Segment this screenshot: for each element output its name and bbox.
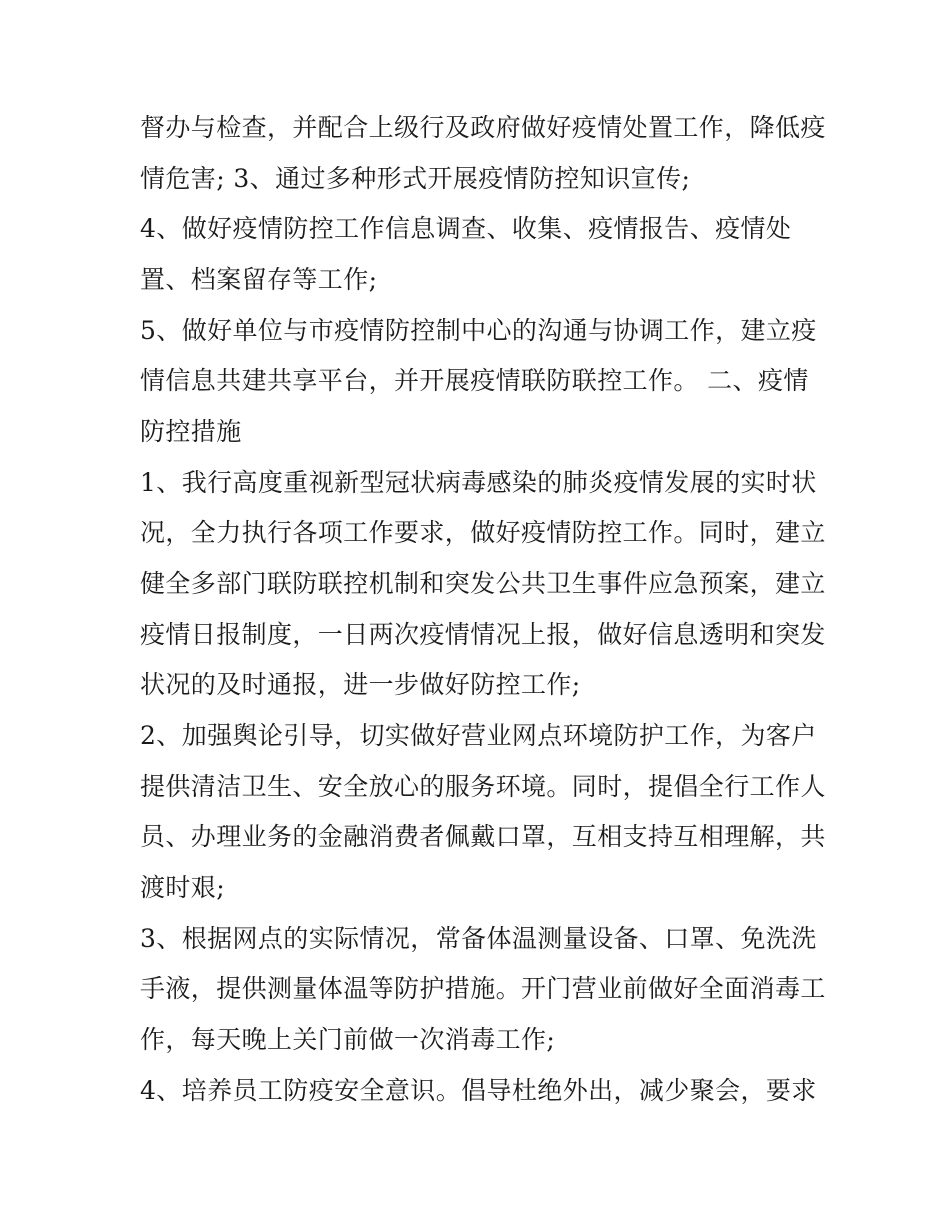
text-line: 5、做好单位与市疫情防控制中心的沟通与协调工作，建立疫 xyxy=(140,316,817,345)
text-line: 3、根据网点的实际情况，常备体温测量设备、口罩、免洗洗 xyxy=(140,924,817,953)
text-line: 置、档案留存等工作; xyxy=(140,265,378,294)
text-line: 疫情日报制度，一日两次疫情情况上报，做好信息透明和突发 xyxy=(140,620,826,649)
text-line: 防控措施 xyxy=(140,417,242,446)
text-line: 健全多部门联防联控机制和突发公共卫生事件应急预案，建立 xyxy=(140,569,826,598)
text-line: 情信息共建共享平台，并开展疫情联防联控工作。 二、疫情 xyxy=(140,366,809,395)
text-line: 状况的及时通报，进一步做好防控工作; xyxy=(140,670,581,699)
text-line: 1、我行高度重视新型冠状病毒感染的肺炎疫情发展的实时状 xyxy=(140,468,817,497)
text-line: 情危害; 3、通过多种形式开展疫情防控知识宣传; xyxy=(140,164,691,193)
text-line: 况，全力执行各项工作要求，做好疫情防控工作。同时，建立 xyxy=(140,518,826,547)
text-line: 4、培养员工防疫安全意识。倡导杜绝外出，减少聚会，要求 xyxy=(140,1076,817,1105)
text-line: 督办与检查，并配合上级行及政府做好疫情处置工作，降低疫 xyxy=(140,113,826,142)
text-line: 提供清洁卫生、安全放心的服务环境。同时，提倡全行工作人 xyxy=(140,772,826,801)
text-line: 手液，提供测量体温等防护措施。开门营业前做好全面消毒工 xyxy=(140,974,826,1003)
text-line: 员、办理业务的金融消费者佩戴口罩，互相支持互相理解，共 xyxy=(140,822,826,851)
text-line: 4、做好疫情防控工作信息调查、收集、疫情报告、疫情处 xyxy=(140,214,792,243)
text-line: 作，每天晚上关门前做一次消毒工作; xyxy=(140,1025,556,1054)
text-line: 渡时艰; xyxy=(140,873,226,902)
text-line: 2、加强舆论引导，切实做好营业网点环境防护工作，为客户 xyxy=(140,721,817,750)
